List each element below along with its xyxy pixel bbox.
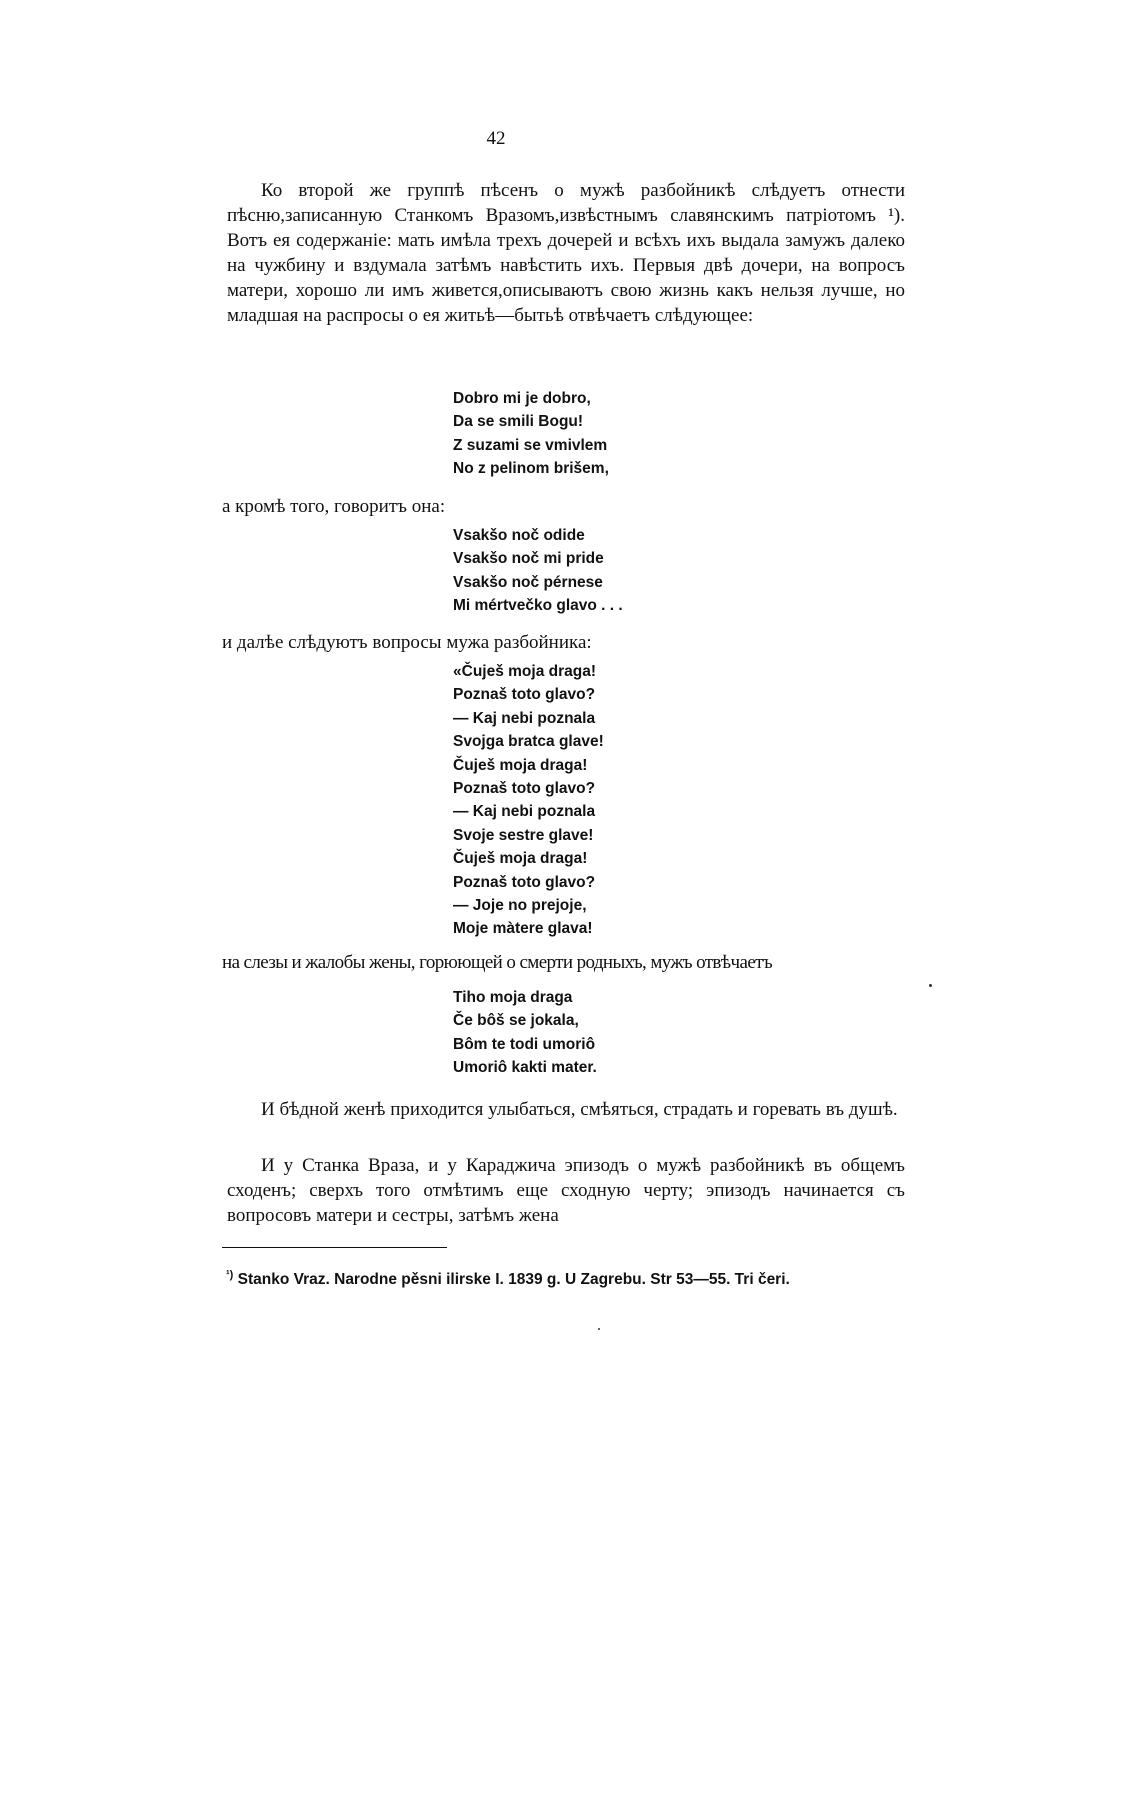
verse-block-3	[453, 660, 604, 941]
verse-line: Čuješ moja draga!	[453, 850, 588, 868]
paragraph-intro: Ко второй же группѣ пѣсенъ о мужѣ разбойникѣ слѣдуетъ отнести пѣсню,записанную Станкомъ Вразомъ,извѣстнымъ славянскимъ патріотомъ ¹). Вотъ ея содержаніе: мать имѣла трехъ дочерей и всѣхъ ихъ выдала замужъ далеко на чужбину и вздумала затѣмъ навѣстить ихъ. Первыя двѣ дочери, на вопросъ матери, хорошо ли имъ живется,описываютъ свою жизнь какъ нельзя лучше, но младшая на распросы о ея житьѣ—бытьѣ отвѣчаетъ слѣдующее:	[227, 180, 905, 326]
verse-line: Čuješ moja draga!	[453, 756, 588, 774]
page-number: 42	[486, 128, 506, 149]
paragraph-episode: И у Станка Враза, и у Караджича эпизодъ о мужѣ разбойникѣ въ общемъ сходенъ; сверхъ того отмѣтимъ еще сходную черту; эпизодъ начинается съ вопросовъ матери и сестры, затѣмъ жена	[227, 1155, 905, 1226]
verse-line: Če bôš se jokala,	[453, 1012, 579, 1030]
verse-block-4	[453, 986, 597, 1080]
verse-block-1	[453, 387, 609, 481]
footnote	[226, 1263, 906, 1292]
footnote-text: Stanko Vraz. Narodne pěsni ilirske I. 1839 g. U Zagrebu. Str 53—55. Tri čeri.	[237, 1271, 790, 1289]
verse-line: Svojga bratca glave!	[453, 733, 604, 751]
verse-line: — Kaj nebi poznala	[453, 709, 596, 727]
connector-text-1: а кромѣ того, говоритъ она:	[222, 496, 446, 517]
verse-line: — Joje no prejoje,	[453, 897, 587, 915]
verse-block-2	[453, 524, 623, 618]
verse-line: Umoriô kakti mater.	[453, 1059, 597, 1077]
verse-line: Da se smili Bogu!	[453, 413, 584, 431]
verse-line: Bôm te todi umoriô	[453, 1035, 596, 1053]
verse-line: Dobro mi je dobro,	[453, 390, 591, 407]
verse-line: No z pelinom brišem,	[453, 460, 609, 478]
verse-line: Vsakšo noč pérnese	[453, 573, 603, 591]
verse-line: Poznaš toto glavo?	[453, 780, 596, 798]
verse-line: Vsakšo noč mi pride	[453, 550, 604, 568]
paragraph-wife: И бѣдной женѣ приходится улыбаться, смѣяться, страдать и горевать въ душѣ.	[261, 1099, 898, 1120]
verse-line: Poznaš toto glavo?	[453, 686, 596, 704]
footnote-separator	[222, 1247, 447, 1248]
connector-text-2: и далѣе слѣдуютъ вопросы мужа разбойника:	[222, 632, 592, 653]
verse-line: «Čuješ moja draga!	[453, 663, 596, 680]
verse-line: Mi mértvečko glavo . . .	[453, 597, 623, 615]
verse-line: Moje màtere glava!	[453, 920, 593, 938]
ink-speck	[598, 1328, 600, 1330]
footnote-marker: ¹)	[226, 1269, 234, 1281]
verse-line: Vsakšo noč odide	[453, 527, 585, 544]
verse-line: Poznaš toto glavo?	[453, 873, 596, 891]
verse-line: Z suzami se vmivlem	[453, 436, 608, 454]
verse-line: Tiho moja draga	[453, 989, 573, 1006]
ink-speck	[929, 984, 932, 987]
verse-line: Svoje sestre glave!	[453, 826, 594, 844]
verse-line: — Kaj nebi poznala	[453, 803, 596, 821]
connector-text-3: на слезы и жалобы жены, горюющей о смерти родныхъ, мужъ отвѣчаетъ	[222, 952, 773, 973]
